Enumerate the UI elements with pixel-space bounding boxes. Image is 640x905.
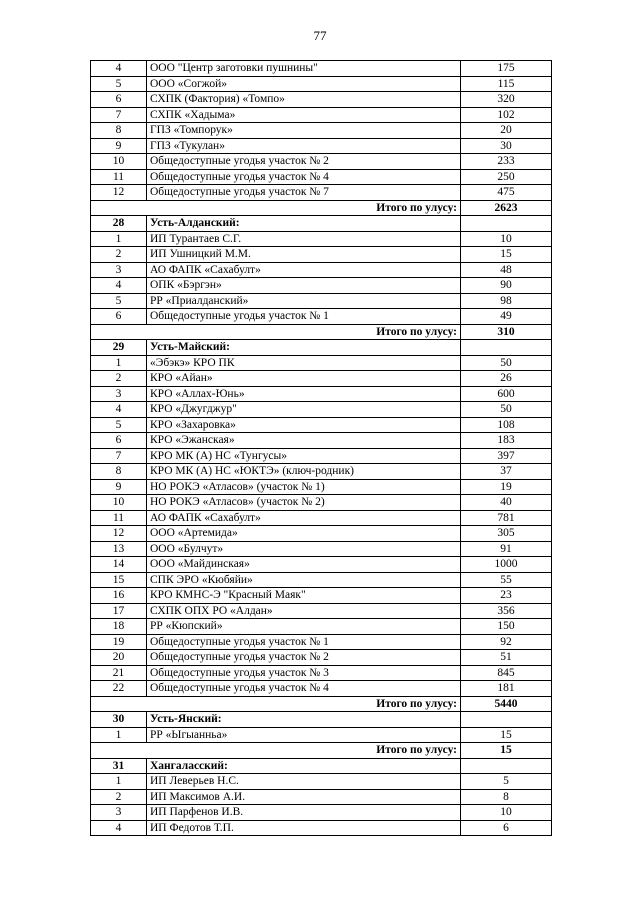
table-row (91, 402, 552, 418)
region-name: Усть-Янский: (147, 712, 461, 728)
row-number: 19 (91, 634, 147, 650)
row-name: НО РОКЭ «Атласов» (участок № 1) (147, 479, 461, 495)
row-number: 18 (91, 619, 147, 635)
row-value: 19 (461, 479, 552, 495)
table-row (91, 61, 552, 77)
table-row (91, 510, 552, 526)
region-name: Усть-Майский: (147, 340, 461, 356)
row-value: 356 (461, 603, 552, 619)
total-row (91, 324, 552, 340)
row-number: 11 (91, 510, 147, 526)
table-row (91, 309, 552, 325)
region-number: 28 (91, 216, 147, 232)
table-row (91, 371, 552, 387)
table-body (91, 61, 552, 836)
region-header-row (91, 758, 552, 774)
row-value: 37 (461, 464, 552, 480)
row-value: 108 (461, 417, 552, 433)
row-value: 305 (461, 526, 552, 542)
row-number: 2 (91, 247, 147, 263)
row-name: ОПК «Бэргэн» (147, 278, 461, 294)
row-value: 48 (461, 262, 552, 278)
table-row (91, 681, 552, 697)
row-name: КРО МК (А) НС «ЮКТЭ» (ключ-родник) (147, 464, 461, 480)
row-value: 150 (461, 619, 552, 635)
total-value: 5440 (461, 696, 552, 712)
row-number: 12 (91, 526, 147, 542)
row-value: 250 (461, 169, 552, 185)
row-number: 1 (91, 774, 147, 790)
row-name: ООО «Согжой» (147, 76, 461, 92)
row-value: 50 (461, 355, 552, 371)
row-name: Общедоступные угодья участок № 1 (147, 634, 461, 650)
row-number: 2 (91, 789, 147, 805)
total-value: 2623 (461, 200, 552, 216)
row-value: 6 (461, 820, 552, 836)
row-number: 1 (91, 355, 147, 371)
row-value: 181 (461, 681, 552, 697)
table-row (91, 169, 552, 185)
row-value: 40 (461, 495, 552, 511)
row-value: 183 (461, 433, 552, 449)
region-number: 29 (91, 340, 147, 356)
row-number: 17 (91, 603, 147, 619)
row-value: 51 (461, 650, 552, 666)
region-header-row (91, 340, 552, 356)
total-value: 15 (461, 743, 552, 759)
row-value: 5 (461, 774, 552, 790)
table-row (91, 92, 552, 108)
row-number: 4 (91, 278, 147, 294)
region-name: Усть-Алданский: (147, 216, 461, 232)
table-row (91, 464, 552, 480)
row-name: ООО «Булчут» (147, 541, 461, 557)
row-number: 5 (91, 76, 147, 92)
row-name: КРО «Эжанская» (147, 433, 461, 449)
table-row (91, 417, 552, 433)
row-value: 1000 (461, 557, 552, 573)
row-value: 98 (461, 293, 552, 309)
row-name: РР «Ыгыанньа» (147, 727, 461, 743)
row-number: 15 (91, 572, 147, 588)
region-number: 31 (91, 758, 147, 774)
table-row (91, 185, 552, 201)
row-value: 397 (461, 448, 552, 464)
row-number: 3 (91, 262, 147, 278)
table-row (91, 293, 552, 309)
row-number: 3 (91, 386, 147, 402)
total-row (91, 200, 552, 216)
row-name: Общедоступные угодья участок № 4 (147, 681, 461, 697)
region-name: Хангаласский: (147, 758, 461, 774)
row-number: 10 (91, 495, 147, 511)
row-number: 22 (91, 681, 147, 697)
table-row (91, 774, 552, 790)
table-row (91, 123, 552, 139)
table-row (91, 138, 552, 154)
row-number: 9 (91, 479, 147, 495)
row-number: 3 (91, 805, 147, 821)
table-row (91, 278, 552, 294)
row-number: 1 (91, 727, 147, 743)
row-value: 10 (461, 805, 552, 821)
row-number: 5 (91, 293, 147, 309)
row-name: АО ФАПК «Сахабулт» (147, 510, 461, 526)
hunting-grounds-table (90, 60, 552, 836)
row-number: 6 (91, 433, 147, 449)
row-name: СХПК (Фактория) «Томпо» (147, 92, 461, 108)
row-name: Общедоступные угодья участок № 3 (147, 665, 461, 681)
row-number: 4 (91, 402, 147, 418)
row-number: 7 (91, 107, 147, 123)
row-value: 92 (461, 634, 552, 650)
total-label: Итого по улусу: (91, 743, 461, 759)
row-number: 12 (91, 185, 147, 201)
table-row (91, 820, 552, 836)
table-row (91, 433, 552, 449)
row-name: КРО КМНС-Э "Красный Маяк" (147, 588, 461, 604)
table-row (91, 154, 552, 170)
row-value: 233 (461, 154, 552, 170)
table-row (91, 727, 552, 743)
region-empty-cell (461, 758, 552, 774)
row-value: 845 (461, 665, 552, 681)
row-value: 10 (461, 231, 552, 247)
table-row (91, 541, 552, 557)
total-value: 310 (461, 324, 552, 340)
row-name: Общедоступные угодья участок № 4 (147, 169, 461, 185)
table-row (91, 479, 552, 495)
row-value: 49 (461, 309, 552, 325)
table-row (91, 805, 552, 821)
row-name: ГПЗ «Томпорук» (147, 123, 461, 139)
region-number: 30 (91, 712, 147, 728)
total-row (91, 743, 552, 759)
row-value: 20 (461, 123, 552, 139)
row-number: 9 (91, 138, 147, 154)
row-value: 15 (461, 727, 552, 743)
row-value: 15 (461, 247, 552, 263)
row-value: 26 (461, 371, 552, 387)
row-number: 2 (91, 371, 147, 387)
table-row (91, 526, 552, 542)
table-row (91, 262, 552, 278)
row-number: 16 (91, 588, 147, 604)
table-row (91, 572, 552, 588)
row-name: ГПЗ «Тукулан» (147, 138, 461, 154)
page-number: 77 (313, 28, 327, 43)
table-row (91, 650, 552, 666)
row-name: ИП Леверьев Н.С. (147, 774, 461, 790)
row-name: Общедоступные угодья участок № 2 (147, 154, 461, 170)
row-value: 55 (461, 572, 552, 588)
region-header-row (91, 712, 552, 728)
table-row (91, 665, 552, 681)
row-number: 5 (91, 417, 147, 433)
table-row (91, 619, 552, 635)
row-number: 6 (91, 92, 147, 108)
region-empty-cell (461, 340, 552, 356)
total-label: Итого по улусу: (91, 200, 461, 216)
row-name: «Эбэкэ» КРО ПК (147, 355, 461, 371)
row-name: ИП Федотов Т.П. (147, 820, 461, 836)
row-number: 7 (91, 448, 147, 464)
table-row (91, 603, 552, 619)
table-row (91, 386, 552, 402)
table-row (91, 789, 552, 805)
row-name: АО ФАПК «Сахабулт» (147, 262, 461, 278)
table-row (91, 557, 552, 573)
row-name: ООО «Майдинская» (147, 557, 461, 573)
table-row (91, 231, 552, 247)
row-name: РР «Приалданский» (147, 293, 461, 309)
row-number: 11 (91, 169, 147, 185)
row-name: КРО «Айан» (147, 371, 461, 387)
total-label: Итого по улусу: (91, 696, 461, 712)
table-row (91, 495, 552, 511)
row-number: 21 (91, 665, 147, 681)
row-name: Общедоступные угодья участок № 1 (147, 309, 461, 325)
row-value: 30 (461, 138, 552, 154)
row-value: 91 (461, 541, 552, 557)
table-row (91, 355, 552, 371)
row-name: РР «Кюпский» (147, 619, 461, 635)
row-name: ИП Максимов А.И. (147, 789, 461, 805)
region-empty-cell (461, 712, 552, 728)
row-name: СХПК «Хадыма» (147, 107, 461, 123)
row-number: 4 (91, 61, 147, 77)
row-name: КРО «Аллах-Юнь» (147, 386, 461, 402)
table-row (91, 247, 552, 263)
row-value: 115 (461, 76, 552, 92)
row-name: ООО «Артемида» (147, 526, 461, 542)
region-empty-cell (461, 216, 552, 232)
row-number: 4 (91, 820, 147, 836)
row-number: 6 (91, 309, 147, 325)
table-row (91, 634, 552, 650)
row-value: 8 (461, 789, 552, 805)
row-number: 8 (91, 464, 147, 480)
row-number: 20 (91, 650, 147, 666)
row-value: 781 (461, 510, 552, 526)
row-name: КРО «Джугджур" (147, 402, 461, 418)
row-number: 10 (91, 154, 147, 170)
row-number: 14 (91, 557, 147, 573)
row-name: НО РОКЭ «Атласов» (участок № 2) (147, 495, 461, 511)
row-number: 1 (91, 231, 147, 247)
row-value: 175 (461, 61, 552, 77)
row-number: 13 (91, 541, 147, 557)
row-name: КРО МК (А) НС «Тунгусы» (147, 448, 461, 464)
row-name: КРО «Захаровка» (147, 417, 461, 433)
row-value: 102 (461, 107, 552, 123)
row-value: 320 (461, 92, 552, 108)
table-row (91, 588, 552, 604)
total-label: Итого по улусу: (91, 324, 461, 340)
row-value: 600 (461, 386, 552, 402)
table-row (91, 107, 552, 123)
row-name: Общедоступные угодья участок № 7 (147, 185, 461, 201)
row-name: ИП Ушницкий М.М. (147, 247, 461, 263)
table-row (91, 448, 552, 464)
table-row (91, 76, 552, 92)
row-value: 90 (461, 278, 552, 294)
total-row (91, 696, 552, 712)
row-name: Общедоступные угодья участок № 2 (147, 650, 461, 666)
row-value: 50 (461, 402, 552, 418)
row-number: 8 (91, 123, 147, 139)
region-header-row (91, 216, 552, 232)
row-name: ИП Турантаев С.Г. (147, 231, 461, 247)
row-name: СХПК ОПХ РО «Алдан» (147, 603, 461, 619)
row-name: СПК ЭРО «Кюбяйи» (147, 572, 461, 588)
row-name: ИП Парфенов И.В. (147, 805, 461, 821)
row-value: 23 (461, 588, 552, 604)
row-value: 475 (461, 185, 552, 201)
row-name: ООО "Центр заготовки пушнины" (147, 61, 461, 77)
